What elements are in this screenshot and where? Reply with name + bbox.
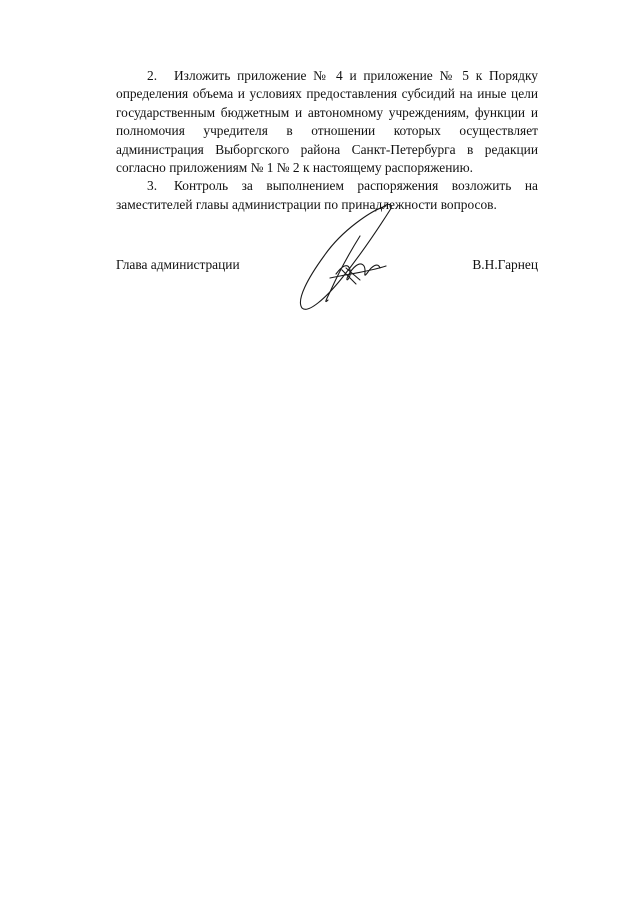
paragraph-3-text: Контроль за выполнением распоряжения возложить на заместителей главы администрации по принадлежности вопросов. (116, 178, 538, 212)
document-body (116, 67, 538, 214)
paragraph-2 (116, 67, 538, 177)
paragraph-2-text: Изложить приложение № 4 и приложение № 5 к Порядку определения объема и условиях предоставления субсидий на иные цели государственным бюджетным и автономному учреждениям, функции и полномочия учредителя в отношении которых осуществляет администрация Выборгского района Санкт-Петербурга в редакции согласно приложениям № 1 № 2 к настоящему распоряжению. (116, 68, 538, 176)
signature-block (116, 256, 538, 276)
signatory-role: Глава администрации (116, 257, 240, 272)
signatory-name: В.Н.Гарнец (472, 257, 538, 272)
paragraph-2-number: 2. (147, 68, 158, 83)
paragraph-3-number: 3. (147, 178, 158, 194)
